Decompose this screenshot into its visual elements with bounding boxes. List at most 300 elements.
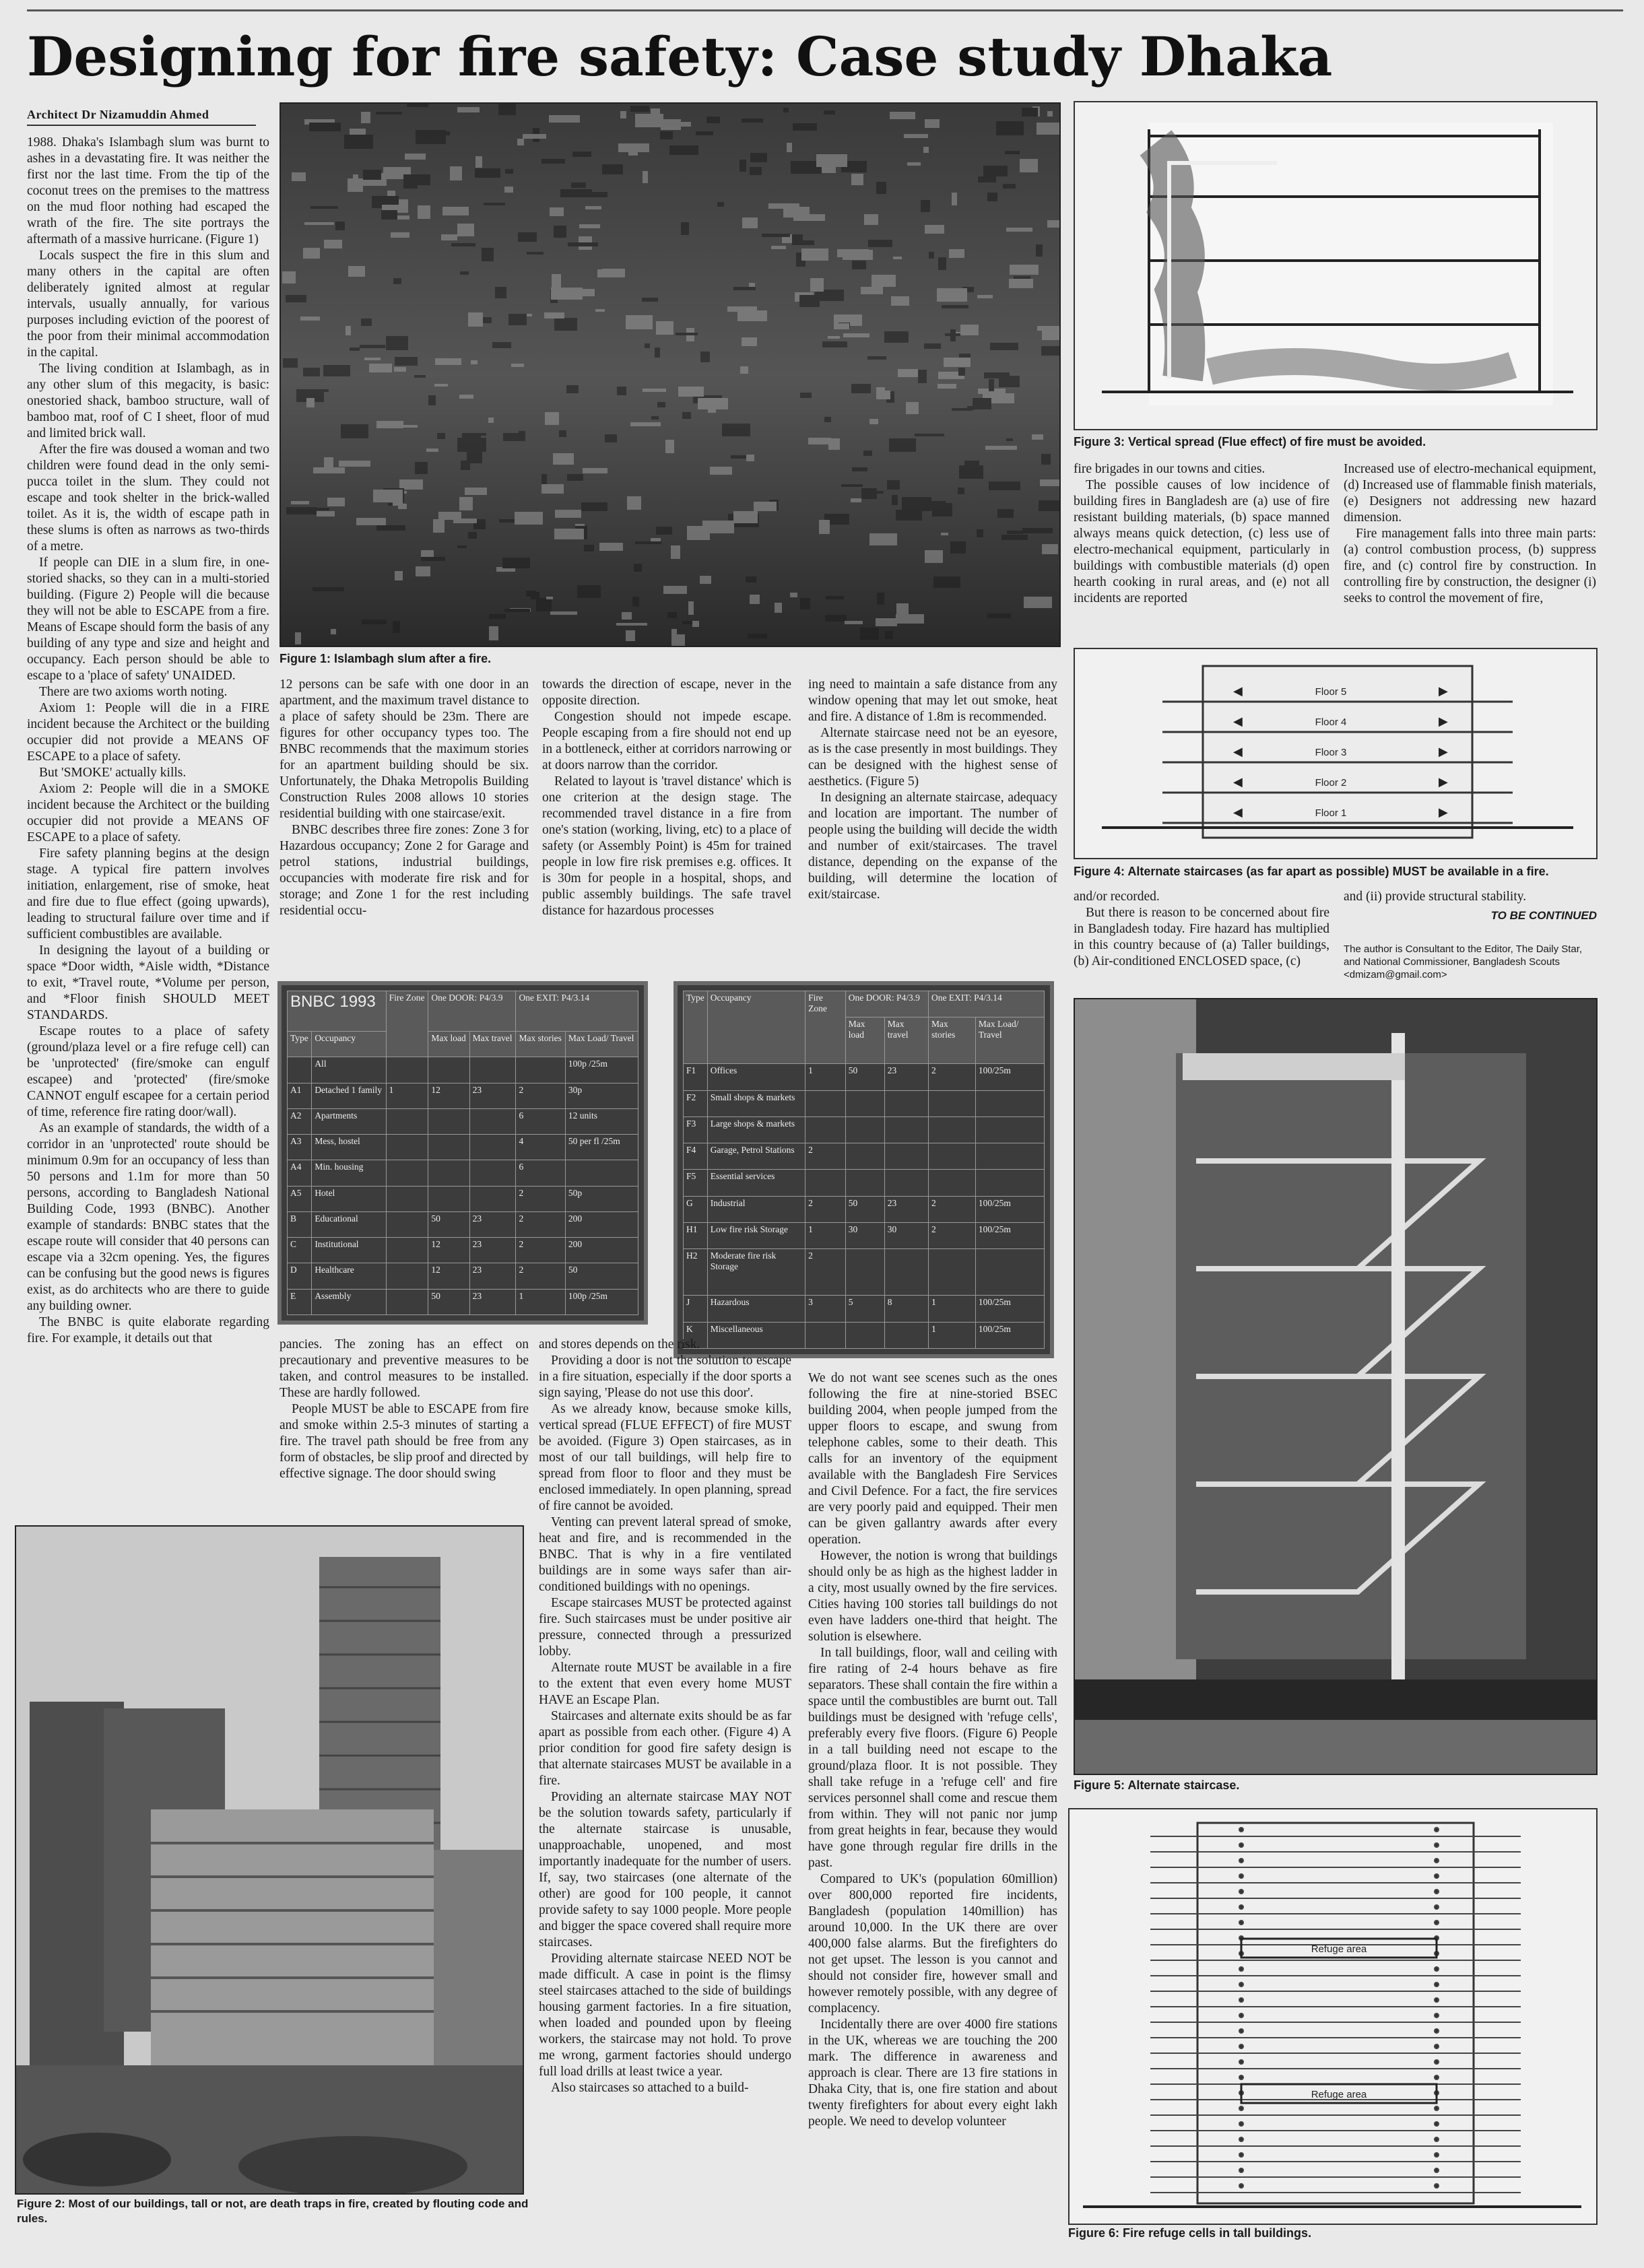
paragraph: Also staircases so attached to a build- — [551, 2081, 749, 2095]
rubble-shape — [960, 325, 979, 335]
column-dot — [1435, 2153, 1439, 2157]
column-dot — [1435, 2106, 1439, 2110]
table-cell: A1 — [288, 1083, 312, 1108]
table-cell: 100/25m — [975, 1322, 1044, 1348]
table-cell — [469, 1186, 516, 1211]
table-row — [288, 1238, 638, 1263]
rubble-shape — [893, 257, 902, 259]
rubble-shape — [826, 596, 844, 599]
table-cell — [386, 1108, 428, 1134]
rubble-shape — [595, 309, 605, 312]
rubble-shape — [952, 193, 957, 205]
rubble-shape — [306, 398, 315, 407]
column-dot — [1435, 1905, 1439, 1909]
rubble-shape — [722, 424, 750, 436]
paragraph: But there is reason to be concerned about fire in Bangladesh today. Fire hazard has multiplied in this country because of (a) Taller buildings, (b) Air-conditioned ENCLOSED space, (c) — [1074, 906, 1329, 968]
table-cell — [805, 1170, 846, 1196]
rubble-shape — [841, 484, 863, 487]
headline: Designing for fire safety: Case study Dhaka — [27, 25, 1333, 88]
rubble-shape — [622, 612, 632, 620]
rubble-shape — [599, 543, 623, 551]
rubble-shape — [307, 389, 329, 392]
rubble-shape — [1009, 279, 1033, 288]
top-rule — [27, 9, 1623, 11]
rubble-shape — [698, 398, 728, 409]
rubble-shape — [468, 312, 483, 327]
figure-6-diagram — [1068, 1808, 1598, 2225]
rubble-shape — [572, 152, 591, 157]
rubble-shape — [671, 634, 685, 646]
paragraph: Providing alternate staircase NEED NOT be made difficult. A case in point is the flimsy steel staircases attached to the side of buildings housing garment factories. In a fire situation, when loaded and pounded upon by fleeing workers, the staircase may not hold. To prove me wrong, garment factories should undergo full load drills at least twice a year. — [539, 1952, 791, 2079]
rubble-shape — [554, 318, 577, 331]
rubble-shape — [475, 168, 500, 178]
paragraph: pancies. The zoning has an effect on precautionary and preventive measures to be taken, and control measures to be installed. These are hardly followed. — [280, 1337, 529, 1400]
paragraph: But 'SMOKE' actually kills. — [39, 766, 187, 780]
escape-arrow-icon: ◀ — [1233, 805, 1243, 820]
table-cell: J — [684, 1296, 708, 1322]
rubble-shape — [985, 446, 1017, 450]
table-cell: 2 — [805, 1249, 846, 1296]
rubble-shape — [450, 166, 462, 180]
rubble-shape — [896, 510, 922, 521]
table-row — [288, 1057, 638, 1083]
rubble-shape — [291, 501, 309, 504]
rubble-shape — [978, 176, 996, 182]
rubble-shape — [921, 200, 930, 212]
rubble-shape — [488, 418, 494, 423]
table-cell: 2 — [929, 1222, 976, 1248]
rubble-shape — [682, 412, 691, 419]
rubble-shape — [923, 147, 929, 153]
table-cell — [845, 1170, 884, 1196]
table-cell — [845, 1090, 884, 1116]
rubble-shape — [369, 364, 392, 372]
rubble-shape — [560, 189, 592, 197]
rubble-shape — [376, 525, 405, 531]
column-dot — [1239, 1998, 1243, 2002]
rubble-shape — [877, 593, 884, 605]
rubble-shape — [372, 196, 399, 205]
rubble-shape — [918, 370, 927, 383]
table-row — [288, 1289, 638, 1314]
table-cell: F1 — [684, 1064, 708, 1090]
rubble-shape — [959, 465, 983, 479]
paragraph: and/or recorded. — [1074, 890, 1160, 904]
rubble-shape — [508, 314, 527, 325]
rubble-shape — [692, 621, 699, 627]
rubble-shape — [457, 545, 467, 548]
table-cell — [884, 1170, 928, 1196]
rubble-shape — [566, 385, 579, 393]
table-cell — [288, 1057, 312, 1083]
rubble-shape — [295, 632, 301, 644]
rubble-shape — [938, 257, 946, 270]
rubble-shape — [541, 159, 565, 164]
rubble-shape — [628, 151, 638, 156]
table-cell — [884, 1249, 928, 1296]
paragraph: Providing an alternate staircase MAY NOT be the solution towards safety, particularly if the alternate staircase is unusable, unapproachable, unopened, and most importantly inadequate for the number of users. If, say, two staircases (one alternate of the other) are good for 100 people, it cannot provide safety to say 1000 people. More people and bigger the space covered shall require more staircases. — [539, 1790, 791, 1949]
rubble-shape — [339, 461, 370, 467]
escape-arrow-icon: ▶ — [1439, 714, 1448, 729]
rubble-shape — [376, 112, 402, 114]
rubble-shape — [1006, 228, 1032, 232]
rubble-shape — [502, 558, 530, 568]
paragraph: Escape staircases MUST be protected against fire. Such staircases must be under positive air pressure, connected through a pressurized lobby. — [539, 1596, 791, 1659]
rubble-shape — [793, 123, 817, 131]
rubble-shape — [546, 597, 553, 599]
rubble-shape — [810, 278, 824, 292]
paragraph: However, the notion is wrong that buildings should only be as high as the highest ladder in a city, most usually owned by the fire services. Cities having 100 stories tall buildings do not even have ladders one-third that height. The solution is elsewhere. — [808, 1549, 1057, 1644]
column-dot — [1435, 2060, 1439, 2064]
table-cell: 30 — [845, 1222, 884, 1248]
table-cell: 1 — [386, 1083, 428, 1108]
rubble-shape — [421, 557, 445, 561]
rubble-shape — [395, 357, 418, 366]
rubble-shape — [451, 243, 475, 246]
rubble-shape — [933, 576, 960, 588]
table-cell: 2 — [929, 1196, 976, 1222]
table-cell: Max stories — [929, 1018, 976, 1064]
article-column-1 — [27, 135, 269, 1502]
table-cell — [386, 1289, 428, 1314]
rubble-shape — [884, 331, 909, 343]
column-dot — [1435, 2168, 1439, 2172]
rubble-shape — [356, 518, 386, 525]
column-dot — [1435, 2137, 1439, 2141]
paragraph: Related to layout is 'travel distance' which is one criterion at the design stage. The recommended travel distance in a fire from one's station (working, living, etc) to a place of safety (or Assembly Point) is 45m for trained people in low fire risk premises e.g. offices. It is 30m for people in a hospital, shops, and public assembly buildings. The safe travel distance for hazardous processes — [542, 774, 791, 918]
figure-6-caption: Figure 6: Fire refuge cells in tall buildings. — [1068, 2226, 1312, 2240]
rubble-shape — [983, 166, 1008, 176]
rubble-shape — [876, 618, 897, 626]
table-cell — [469, 1108, 516, 1134]
paragraph: We do not want see scenes such as the ones following the fire at nine-storied BSEC building 2004, when people jumped from the upper floors to escape, and swung from telephone cables, some to their death. This calls for an inventory of the equipment available with the Bangladesh Fire Services and Civil Defence. For a fact, the fire services are very poorly paid and equipped. Their men can be given gallantry awards after every operation. — [808, 1371, 1057, 1547]
rubble-shape — [635, 541, 661, 544]
rubble-shape — [584, 545, 594, 552]
table-cell: 1 — [805, 1064, 846, 1090]
table-cell: 2 — [929, 1064, 976, 1090]
table-cell: 23 — [884, 1196, 928, 1222]
article-column-5 — [1074, 461, 1329, 630]
rubble-shape — [460, 271, 469, 275]
rubble-shape — [876, 391, 890, 399]
rubble-shape — [555, 510, 581, 518]
table-cell: 2 — [805, 1143, 846, 1170]
table-cell: 200 — [565, 1238, 638, 1263]
rubble-shape — [353, 174, 358, 186]
rubble-shape — [655, 347, 660, 358]
rubble-shape — [616, 623, 647, 626]
rubble-shape — [749, 283, 755, 287]
table-cell: 50 — [565, 1263, 638, 1289]
column-dot — [1435, 1982, 1439, 1987]
floor-label: Floor 4 — [1315, 716, 1347, 728]
rubble-shape — [717, 202, 724, 207]
rubble-shape — [317, 511, 335, 516]
rubble-shape — [511, 364, 524, 367]
rubble-shape — [851, 498, 861, 502]
table-cell — [386, 1263, 428, 1289]
rubble-shape — [1040, 479, 1059, 486]
column-dot — [1239, 1874, 1243, 1878]
rubble-shape — [973, 398, 991, 409]
table-cell: All — [312, 1057, 386, 1083]
table-cell: F5 — [684, 1170, 708, 1196]
rubble-shape — [681, 222, 689, 235]
rubble-shape — [518, 232, 537, 242]
table-cell — [884, 1322, 928, 1348]
alternate-staircases-drawing — [1075, 649, 1596, 858]
escape-arrow-icon: ◀ — [1233, 745, 1243, 759]
rubble-shape — [303, 368, 320, 376]
table-cell: 2 — [516, 1083, 565, 1108]
rubble-shape — [949, 249, 964, 258]
rubble-shape — [902, 497, 931, 511]
table-cell: Moderate fire risk Storage — [707, 1249, 805, 1296]
table-cell: 4 — [516, 1135, 565, 1160]
table-cell: Max travel — [469, 1032, 516, 1057]
rubble-shape — [434, 384, 448, 387]
table-cell: 23 — [469, 1238, 516, 1263]
rubble-shape — [834, 323, 849, 329]
article-column-6-lower — [1344, 889, 1596, 909]
table-cell: 50p — [565, 1186, 638, 1211]
rubble-shape — [660, 131, 673, 139]
rubble-shape — [996, 121, 1024, 135]
table-row — [288, 1108, 638, 1134]
refuge-cells-drawing — [1070, 1809, 1596, 2224]
rubble-shape — [1001, 535, 1028, 540]
rubble-shape — [323, 365, 350, 376]
paragraph: In designing an alternate staircase, adequacy and location are important. The number of people using the building will decide the width and number of exit/staircases. The travel distance, depending on the expanse of the building, will determine the location of exit/staircase. — [808, 791, 1057, 902]
paragraph: As we already know, because smoke kills, vertical spread (FLUE EFFECT) of fire MUST be avoided. (Figure 3) Open staircases, as in most of our tall buildings, will help fire to spread from floor to floor and they must be enclosed immediately. In open planning, spread of fire cannot be avoided. — [539, 1402, 791, 1513]
rubble-shape — [819, 520, 830, 534]
rubble-shape — [1005, 151, 1020, 154]
table-cell: 2 — [516, 1238, 565, 1263]
rubble-shape — [904, 134, 928, 138]
rubble-shape — [553, 453, 574, 465]
rubble-shape — [583, 468, 607, 473]
rubble-shape — [310, 206, 338, 209]
paragraph: 12 persons can be safe with one door in an apartment, and the maximum travel distance to a place of safety should be 23m. There are figures for other occupancy types too. The BNBC recommends that the maximum stories for an apartment building should be six. Unfortunately, the Dhaka Metropolis Building Construction Rules 2008 allows 10 stories residential building with one staircase/exit. — [280, 677, 529, 821]
rubble-shape — [746, 576, 756, 582]
rubble-shape — [645, 343, 650, 348]
rubble-shape — [1047, 220, 1059, 228]
rubble-shape — [1032, 434, 1043, 440]
rubble-shape — [915, 434, 944, 436]
rubble-shape — [286, 295, 306, 302]
author-note: The author is Consultant to the Editor, The Daily Star, and National Commissioner, Bangladesh Scouts <dmizam@gmail.com> — [1344, 943, 1583, 980]
rubble-shape — [1020, 159, 1038, 172]
rubble-shape — [898, 369, 918, 377]
table-row — [684, 1090, 1045, 1116]
table-cell: A3 — [288, 1135, 312, 1160]
rubble-shape — [324, 457, 333, 469]
column-dot — [1435, 2075, 1439, 2079]
rubble-shape — [688, 601, 694, 615]
rubble-shape — [393, 502, 403, 506]
rubble-shape — [373, 490, 403, 502]
rubble-shape — [482, 248, 494, 261]
figure-5-caption: Figure 5: Alternate staircase. — [1074, 1778, 1240, 1792]
rubble-shape — [399, 479, 423, 490]
rubble-shape — [700, 576, 711, 584]
table-cell: F2 — [684, 1090, 708, 1116]
paragraph: If people can DIE in a slum fire, in one-storied shacks, so they can in a multi-storied building. (Figure 2) People will die because they will not be able to ESCAPE from a fire. Means of Escape should form the basis of any building of any type and size and height and occupancy. Each person should be able to escape to a 'place of safety' UNAIDED. — [27, 556, 269, 683]
table-cell — [845, 1322, 884, 1348]
rubble-shape — [327, 498, 345, 506]
rubble-shape — [360, 345, 385, 348]
rubble-shape — [889, 438, 916, 452]
rubble-shape — [651, 416, 659, 420]
rubble-shape — [816, 154, 847, 167]
rubble-shape — [739, 160, 746, 172]
table-cell — [884, 1143, 928, 1170]
paragraph: The living condition at Islambagh, as in any other slum of this megacity, is basic: onestoried shack, bamboo structure, wall of bamboo mat, roof of C I sheet, floor of mud and limited brick wall. — [27, 362, 269, 440]
rubble-shape — [421, 131, 450, 135]
rubble-shape — [783, 108, 789, 112]
table-cell: Hazardous — [707, 1296, 805, 1322]
article-column-2 — [280, 677, 529, 966]
column-dot — [1239, 1890, 1243, 1894]
paragraph: Venting can prevent lateral spread of smoke, heat and fire, and is recommended in the BNBC. That is why in a fire ventilated buildings are in some ways safer than air-conditioned buildings with no openings. — [539, 1515, 791, 1594]
rubble-shape — [891, 296, 909, 306]
escape-arrow-icon: ▶ — [1439, 775, 1448, 789]
table-cell: 50 — [845, 1064, 884, 1090]
table-cell — [884, 1090, 928, 1116]
table-row — [288, 1263, 638, 1289]
table-cell — [428, 1186, 469, 1211]
rubble-shape — [531, 592, 539, 599]
rubble-shape — [395, 571, 403, 580]
rubble-shape — [787, 143, 792, 152]
article-column-4 — [808, 677, 1057, 966]
rubble-shape — [551, 288, 583, 300]
rubble-shape — [945, 333, 960, 336]
table-cell: Garage, Petrol Stations — [707, 1143, 805, 1170]
byline: Architect Dr Nizamuddin Ahmed — [27, 108, 256, 126]
paragraph: The BNBC is quite elaborate regarding fire. For example, it details out that — [27, 1315, 269, 1345]
column-dot — [1435, 1890, 1439, 1894]
escape-arrow-icon: ▶ — [1439, 684, 1448, 698]
rubble-shape — [1037, 123, 1059, 135]
rubble-shape — [632, 597, 639, 607]
rubble-shape — [768, 203, 799, 209]
rubble-shape — [667, 612, 677, 618]
escape-arrow-icon: ◀ — [1233, 684, 1243, 698]
rubble-shape — [867, 356, 886, 360]
column-dot — [1239, 2137, 1243, 2141]
rubble-shape — [863, 451, 872, 456]
figure-1-caption: Figure 1: Islambagh slum after a fire. — [280, 652, 492, 665]
rubble-shape — [585, 206, 601, 209]
paragraph: and stores depends on the risk. — [539, 1337, 700, 1352]
table-cell: 100/25m — [975, 1064, 1044, 1090]
table-cell: 6 — [516, 1160, 565, 1186]
table-cell: A4 — [288, 1160, 312, 1186]
table-cell: Fire Zone — [386, 991, 428, 1057]
rubble-shape — [489, 614, 506, 619]
table-cell — [975, 1090, 1044, 1116]
rubble-shape — [860, 628, 879, 640]
rubble-shape — [467, 450, 482, 463]
table-cell: D — [288, 1263, 312, 1289]
rubble-shape — [950, 541, 966, 554]
rubble-shape — [1024, 597, 1052, 608]
rubble-shape — [651, 108, 660, 121]
table-cell: Max load — [845, 1018, 884, 1064]
article-column-2-lower — [280, 1337, 529, 1505]
rubble-shape — [426, 448, 438, 452]
rubble-shape — [651, 538, 661, 541]
rubble-shape — [1039, 500, 1059, 511]
paragraph: The possible causes of low incidence of building fires in Bangladesh are (a) use of fire resistant building materials, (b) space manned always means quick detection, (c) less use of electro-mechanical equipment, particularly in buildings with combustible materials (d) open hearth cooking in rural areas, and (e) not all incidents are reported — [1074, 478, 1329, 605]
paragraph: Fire management falls into three main parts: (a) control combustion process, (b) suppress fire, and (c) control fire by construction. In controlling fire by construction, the designer (i) seeks to control the movement of fire, — [1344, 527, 1596, 605]
paragraph: Providing a door is not the solution to escape in a fire situation, especially if the door sports a sign saying, 'Please do not use this door'. — [539, 1354, 791, 1400]
rubble-shape — [742, 337, 757, 346]
figure-2-photo — [15, 1525, 524, 2195]
rubble-shape — [577, 585, 601, 598]
rubble-shape — [523, 134, 546, 139]
rubble-shape — [1006, 438, 1013, 441]
rubble-shape — [733, 287, 756, 290]
rubble-shape — [309, 123, 341, 131]
table-cell — [929, 1249, 976, 1296]
table-cell: 1 — [929, 1322, 976, 1348]
escape-arrow-icon: ▶ — [1439, 745, 1448, 759]
table-cell: Healthcare — [312, 1263, 386, 1289]
table-cell — [805, 1090, 846, 1116]
table-cell — [845, 1116, 884, 1143]
column-dot — [1435, 1967, 1439, 1971]
column-dot — [1239, 2168, 1243, 2172]
rubble-shape — [696, 131, 713, 135]
table-title: BNBC 1993 — [288, 991, 387, 1032]
table-cell — [386, 1160, 428, 1186]
table-cell: Max travel — [884, 1018, 928, 1064]
rubble-shape — [394, 367, 406, 372]
rubble-shape — [471, 360, 478, 364]
rubble-shape — [924, 343, 941, 349]
table-row — [288, 1186, 638, 1211]
rubble-shape — [742, 218, 758, 228]
figure-3-caption: Figure 3: Vertical spread (Flue effect) of fire must be avoided. — [1074, 435, 1426, 448]
rubble-shape — [1041, 346, 1059, 356]
table-cell: E — [288, 1289, 312, 1314]
table-cell: 12 — [428, 1238, 469, 1263]
rubble-shape — [617, 387, 626, 395]
rubble-shape — [1042, 544, 1058, 554]
table-cell: Large shops & markets — [707, 1116, 805, 1143]
table-cell: 2 — [516, 1186, 565, 1211]
column-dot — [1239, 1982, 1243, 1987]
table-cell — [386, 1057, 428, 1083]
rubble-shape — [364, 358, 381, 360]
bnbc-table-2 — [673, 981, 1054, 1358]
rubble-shape — [887, 480, 900, 490]
table-cell: 100/25m — [975, 1222, 1044, 1248]
table-cell: 30 — [884, 1222, 928, 1248]
paragraph: Fire safety planning begins at the design stage. A typical fire pattern involves initiation, enlargement, rise of smoke, heat and fire due to flue effect (going upwards), leading to structural failure over time and if sufficient combustibles are available. — [27, 846, 269, 941]
column-dot — [1239, 2122, 1243, 2126]
floor-label: Floor 5 — [1315, 686, 1347, 698]
rubble-shape — [851, 384, 871, 393]
rubble-shape — [748, 634, 767, 638]
table-cell — [845, 1249, 884, 1296]
rubble-shape — [676, 333, 698, 335]
rubble-shape — [362, 620, 387, 624]
table-cell: Offices — [707, 1064, 805, 1090]
rubble-shape — [552, 274, 561, 288]
